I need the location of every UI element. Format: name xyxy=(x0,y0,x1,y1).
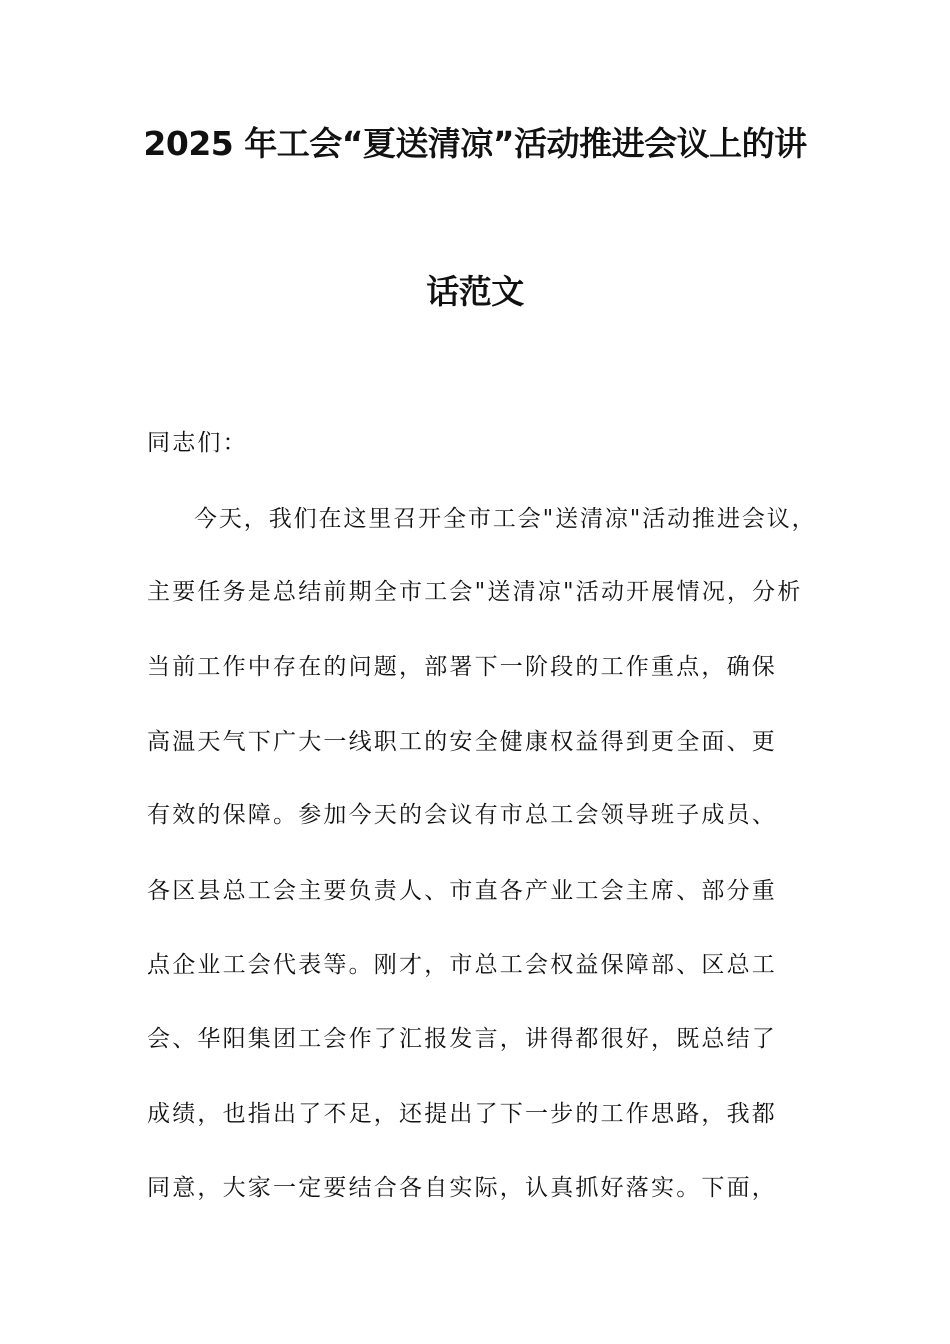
body-line: 各区县总工会主要负责人、市直各产业工会主席、部分重 xyxy=(147,878,777,904)
body-line: 高温天气下广大一线职工的安全健康权益得到更全面、更 xyxy=(147,729,777,755)
body-line: 成绩，也指出了不足，还提出了下一步的工作思路，我都 xyxy=(147,1101,777,1127)
body-line: 主要任务是总结前期全市工会"送清凉"活动开展情况，分析 xyxy=(147,579,803,605)
document-title-line-1: 2025 年工会“夏送清凉”活动推进会议上的讲 xyxy=(143,124,807,163)
body-line: 同意，大家一定要结合各自实际，认真抓好落实。下面， xyxy=(147,1175,777,1201)
body-line: 今天，我们在这里召开全市工会"送清凉"活动推进会议， xyxy=(194,506,817,532)
body-line: 有效的保障。参加今天的会议有市总工会领导班子成员、 xyxy=(147,802,777,828)
body-line: 会、华阳集团工会作了汇报发言，讲得都很好，既总结了 xyxy=(147,1026,777,1052)
body-line: 当前工作中存在的问题，部署下一阶段的工作重点，确保 xyxy=(147,654,777,680)
body-line: 点企业工会代表等。刚才，市总工会权益保障部、区总工 xyxy=(147,952,777,978)
document-title-line-2: 话范文 xyxy=(426,272,524,311)
salutation: 同志们： xyxy=(147,430,248,456)
